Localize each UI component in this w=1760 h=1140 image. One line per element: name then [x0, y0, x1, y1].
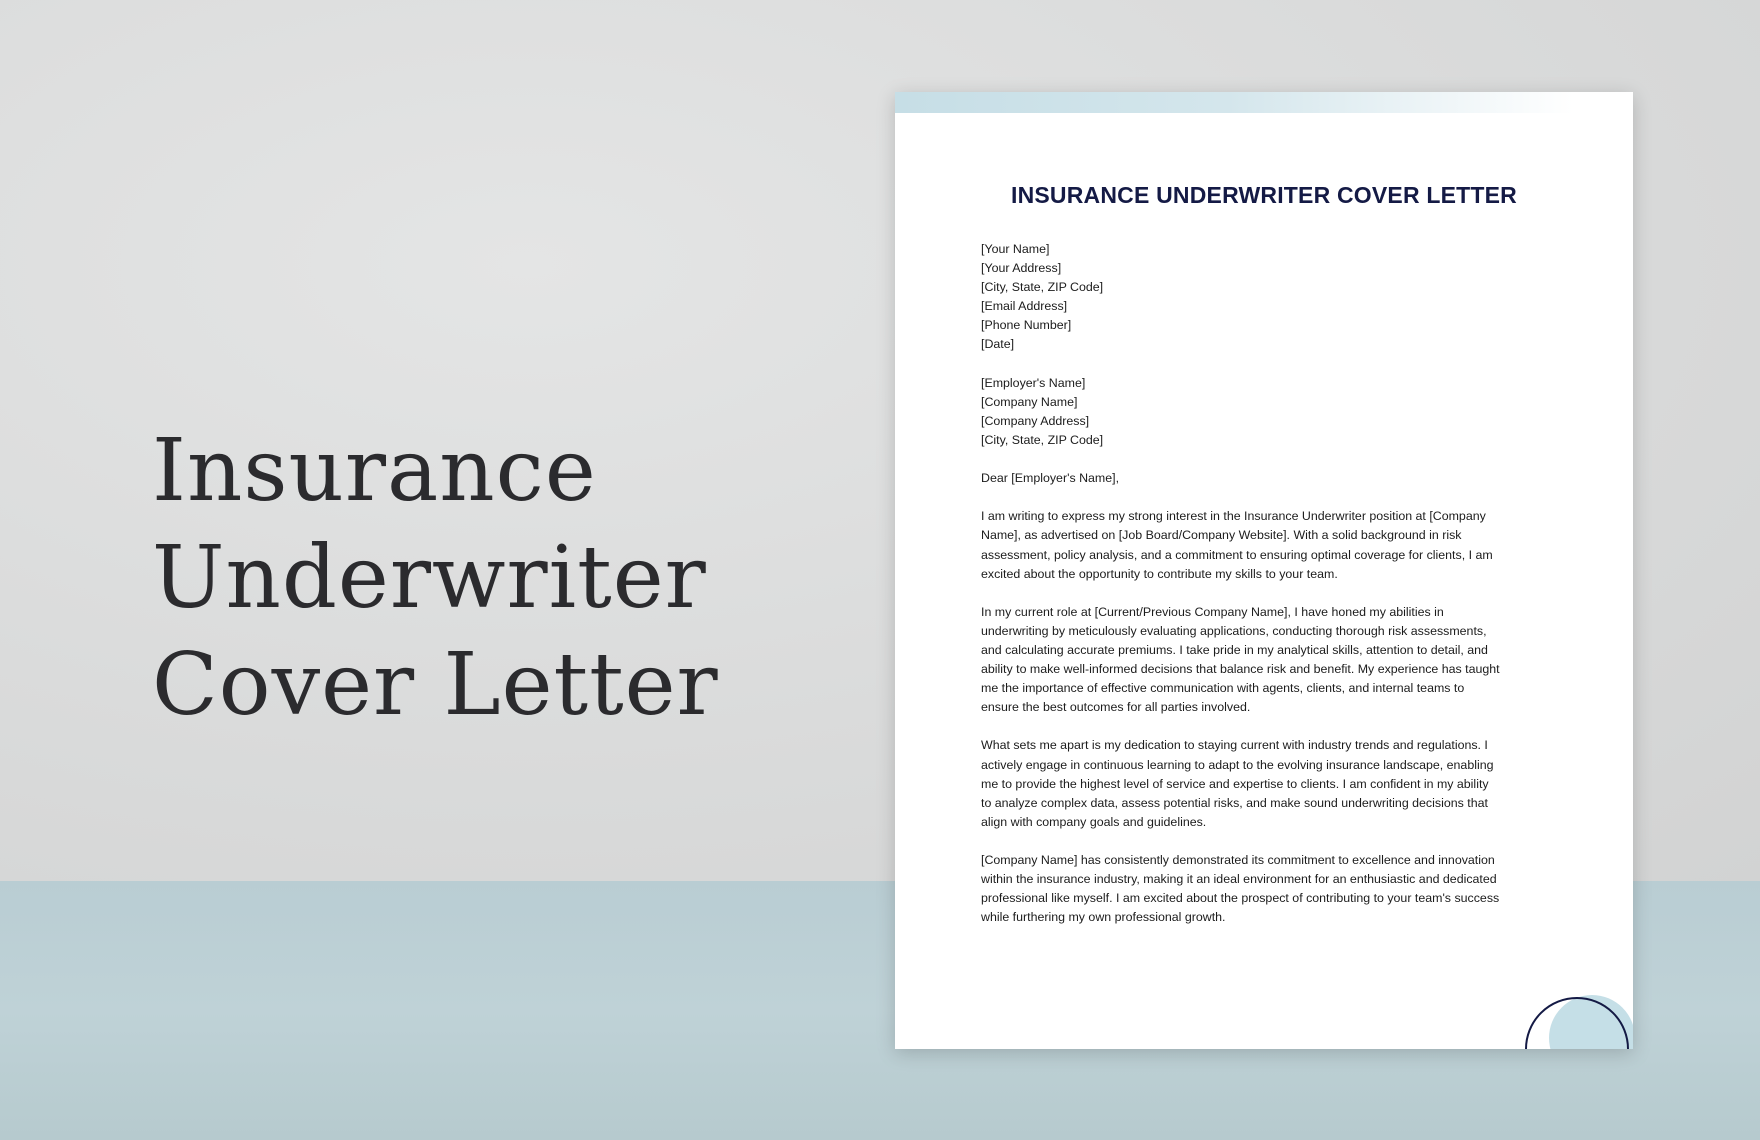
paragraph-line: align with company goals and guidelines. — [981, 814, 1207, 829]
paragraph-line: professional like myself. I am excited about the prospect of contributing to your team's success — [981, 891, 1500, 906]
hero-title-line: Cover Letter — [152, 635, 719, 735]
hero-title — [152, 418, 719, 739]
paragraph-line: me the importance of effective communication with agents, clients, and internal teams to — [981, 681, 1465, 696]
spacer — [981, 584, 1500, 603]
paragraph-line: within the insurance industry, making it an ideal environment for an enthusiastic and dedicated — [981, 872, 1497, 887]
recipient-line: [Company Name] — [981, 394, 1078, 409]
letter-body — [981, 240, 1500, 927]
paragraph-line: underwriting by meticulously evaluating applications, conducting thorough risk assessments, — [981, 623, 1487, 638]
paragraph-line: excited about the opportunity to contribute my skills to your team. — [981, 566, 1338, 581]
paragraph-line: actively engage in continuous learning to adapt to the evolving insurance landscape, enabling — [981, 757, 1494, 772]
spacer — [981, 450, 1500, 469]
sender-line: [Date] — [981, 337, 1015, 352]
paragraph-line: me to provide the highest level of service and expertise to clients. I am confident in my ability — [981, 776, 1489, 791]
sender-line: [Your Name] — [981, 242, 1050, 256]
paragraph-line: ensure the best outcomes for all parties involved. — [981, 700, 1251, 715]
paragraph-line: In my current role at [Current/Previous Company Name], I have honed my abilities in — [981, 604, 1444, 619]
paragraph-line: Name], as advertised on [Job Board/Company Website]. With a solid background in risk — [981, 528, 1462, 543]
paragraph-line: What sets me apart is my dedication to staying current with industry trends and regulations. I — [981, 738, 1488, 753]
document-title: INSURANCE UNDERWRITER COVER LETTER — [1010, 182, 1517, 208]
spacer — [981, 832, 1500, 851]
salutation: Dear [Employer's Name], — [981, 471, 1120, 486]
spacer — [981, 355, 1500, 374]
hero-title-line: Insurance — [152, 421, 597, 521]
header-accent-bar — [895, 92, 1633, 113]
spacer — [981, 488, 1500, 507]
hero-title-line: Underwriter — [152, 528, 707, 628]
recipient-line: [City, State, ZIP Code] — [981, 432, 1104, 447]
sender-line: [City, State, ZIP Code] — [981, 280, 1104, 295]
recipient-line: [Employer's Name] — [981, 375, 1086, 390]
paragraph-line: while furthering my own professional growth. — [981, 910, 1226, 925]
letter-document — [895, 92, 1633, 1049]
sender-line: [Email Address] — [981, 299, 1068, 314]
paragraph-line: I am writing to express my strong interest in the Insurance Underwriter position at [Company — [981, 509, 1486, 524]
paragraph-line: [Company Name] has consistently demonstrated its commitment to excellence and innovation — [981, 853, 1495, 867]
paragraph-line: to analyze complex data, assess potential risks, and make sound underwriting decisions that — [981, 795, 1488, 810]
spacer — [981, 717, 1500, 736]
paragraph-line: assessment, policy analysis, and a commitment to ensuring optimal coverage for clients, I am — [981, 547, 1493, 562]
sender-line: [Your Address] — [981, 261, 1062, 276]
recipient-line: [Company Address] — [981, 413, 1090, 428]
paragraph-line: and calculating accurate premiums. I take pride in my analytical skills, attention to detail, and — [981, 642, 1488, 657]
sender-line: [Phone Number] — [981, 318, 1072, 333]
paragraph-line: ability to make well-informed decisions that balance risk and benefit. My experience has taught — [981, 662, 1500, 677]
